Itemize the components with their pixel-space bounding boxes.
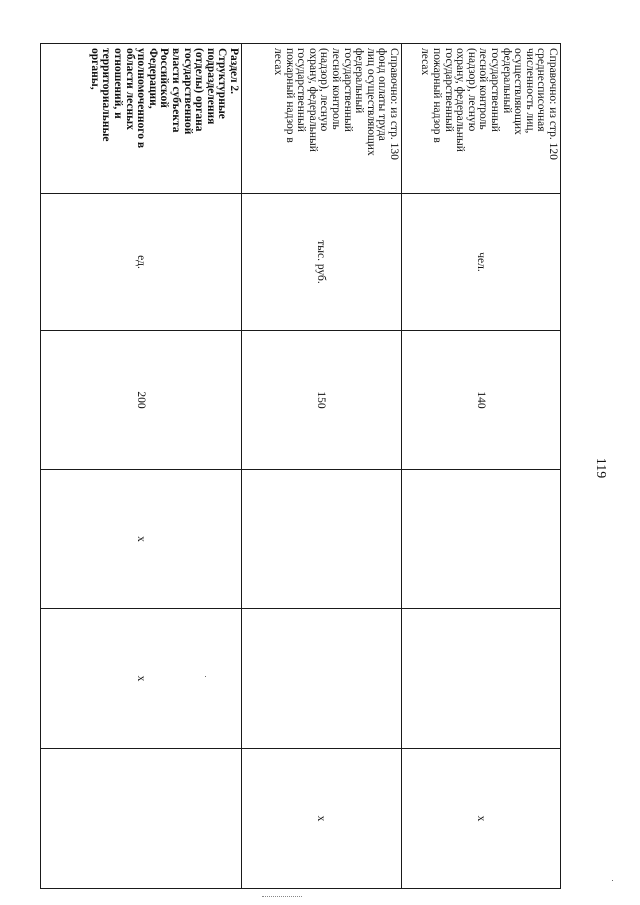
table-row <box>242 44 402 889</box>
scan-speck <box>205 676 206 677</box>
page-number: 119 <box>593 457 608 479</box>
line-code-cell: 150 <box>242 331 402 470</box>
unit-cell: ед. <box>41 194 242 331</box>
line-code-cell: 200 <box>41 331 242 470</box>
scan-speck <box>612 880 613 881</box>
table-row <box>41 44 242 889</box>
value-cell <box>402 470 561 609</box>
value-cell: x <box>41 470 242 609</box>
row-label: Раздел 2. Структурные подразделения (отделы) органа государственной власти субъекта Российской Федерации, уполномоченного в области лесных отношений, и территориальные органы, <box>41 44 242 194</box>
scan-edge-mark <box>262 896 302 899</box>
value-cell <box>242 609 402 749</box>
line-code-cell: 140 <box>402 331 561 470</box>
value-cell: x <box>41 609 242 749</box>
value-cell <box>41 749 242 889</box>
value-cell <box>402 609 561 749</box>
rotated-table-sheet <box>41 43 561 888</box>
table-row <box>402 44 561 889</box>
value-cell: x <box>402 749 561 889</box>
unit-cell: чел. <box>402 194 561 331</box>
value-cell <box>242 470 402 609</box>
row-label: Справочно: из стр. 130 фонд оплаты труда лиц осуществляющих федеральный государственный лесной контроль (надзор), лесную охрану, федеральный государственный пожарный надзор в лесах <box>242 44 402 194</box>
unit-cell: тыс. руб. <box>242 194 402 331</box>
value-cell: x <box>242 749 402 889</box>
statistics-table <box>40 43 561 889</box>
row-label: Справочно: из стр. 120 среднесписочная численность лиц, осуществляющих федеральный государственный лесной контроль (надзор), лесную охрану, федеральный государственный пожарный надзор в лесах <box>402 44 561 194</box>
